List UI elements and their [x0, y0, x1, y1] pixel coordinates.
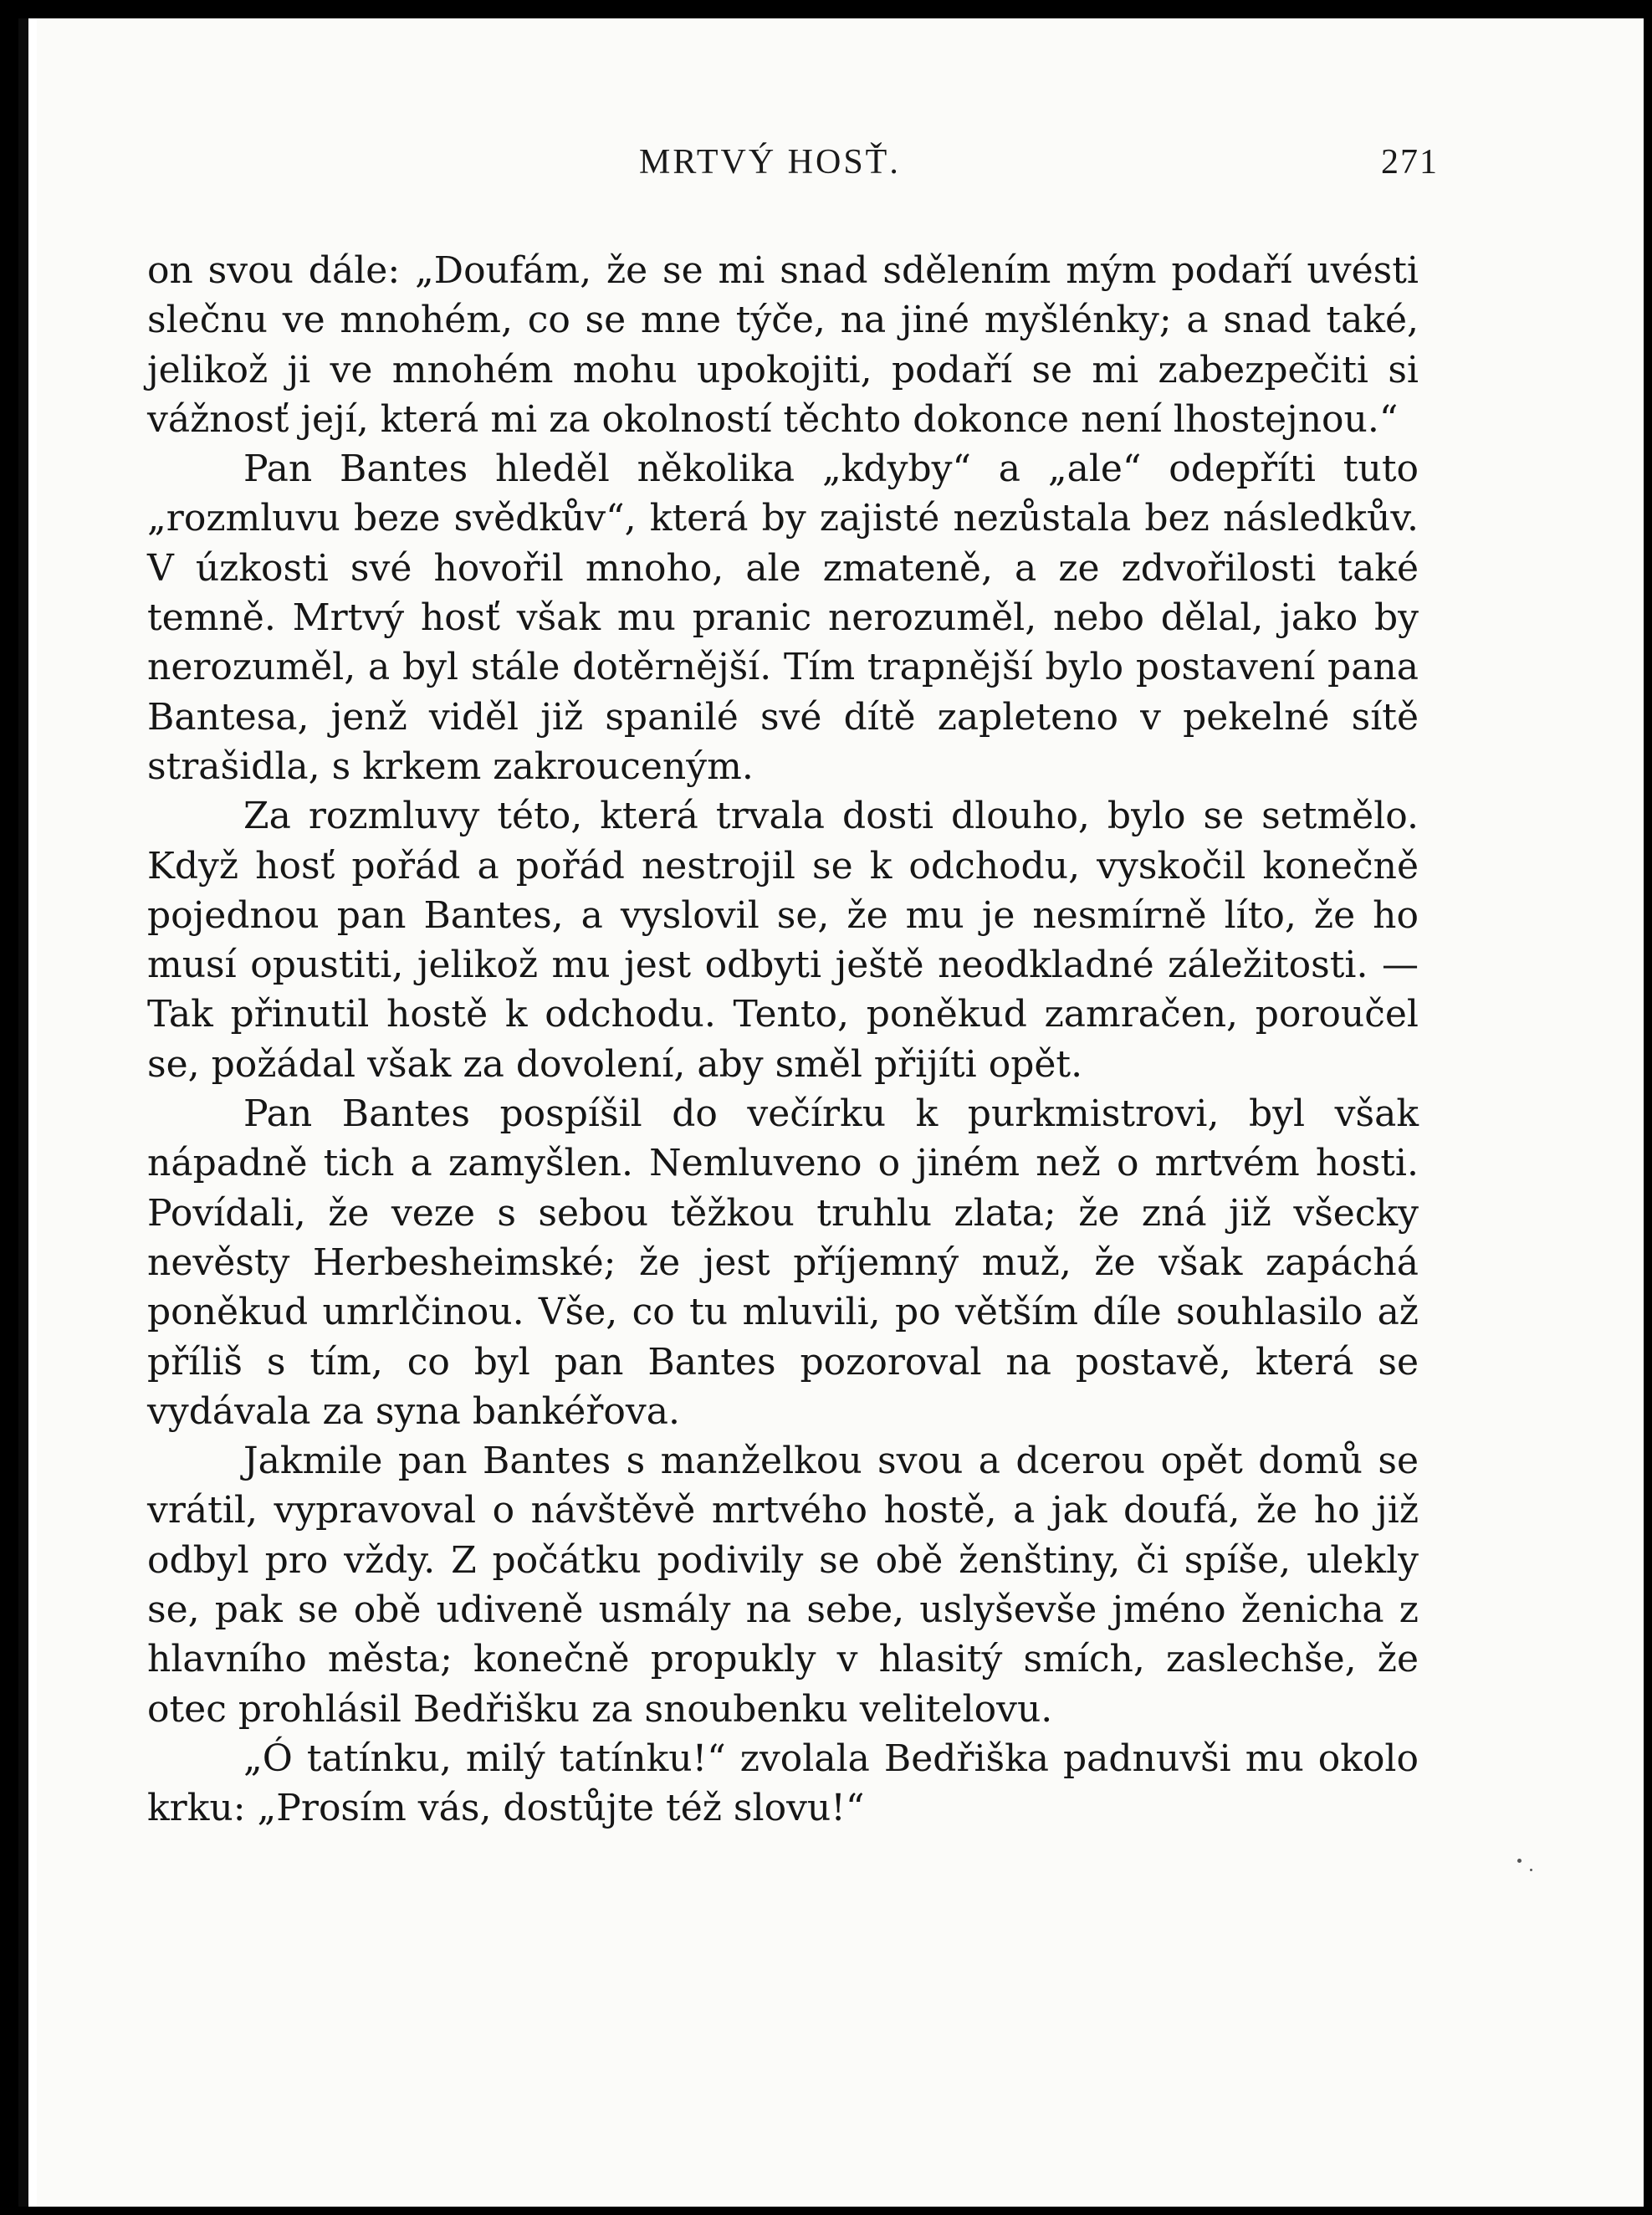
- scan-border-bottom: [0, 2207, 1652, 2215]
- paragraph: „Ó tatínku, milý tatínku!“ zvolala Bedřiška padnuvši mu okolo krku: „Prosím vás, dostůjte též slovu!“: [147, 1737, 1419, 1830]
- paragraph-continued: on svou dále: „Doufám, že se mi snad sdělením mým podaří uvésti slečnu ve mnohém, co se mne týče, na jiné myšlénky; a snad také, jelikož ji ve mnohém mohu upokojiti, podaří se mi zabezpečiti si vážnosť její, která mi za okolností těchto dokonce není lhostejnou.“: [147, 249, 1419, 441]
- scan-border-left: [0, 0, 18, 2215]
- scan-border-top: [0, 0, 1652, 18]
- page-number: 271: [1381, 143, 1439, 182]
- paragraph: Jakmile pan Bantes s manželkou svou a dcerou opět domů se vrátil, vypravoval o návštěvě mrtvého hostě, a jak doufá, že ho již odbyl pro vždy. Z počátku podivily se obě ženštiny, či spíše, ulekly se, pak se obě udiveně usmály na sebe, uslyševše jméno ženicha z hlavního města; konečně propukly v hlasitý smích, zaslechše, že otec prohlásil Bedřišku za snoubenku velitelovu.: [147, 1440, 1419, 1731]
- paragraph: Pan Bantes pospíšil do večírku k purkmistrovi, byl však nápadně tich a zamyšlen. Nemluveno o jiném než o mrtvém hosti. Povídali, že veze s sebou těžkou truhlu zlata; že zná již všecky nevěsty Herbesheimské; že jest příjemný muž, že však zapáchá poněkud umrlčinou. Vše, co tu mluvili, po větším díle souhlasilo až příliš s tím, co byl pan Bantes pozoroval na postavě, která se vydávala za syna bankéřova.: [147, 1092, 1419, 1433]
- page-header: [37, 142, 1644, 201]
- book-page: [37, 18, 1644, 2207]
- body-text: [147, 246, 1419, 1834]
- scan-speck: [1517, 1859, 1522, 1863]
- scan-speck: [1530, 1869, 1532, 1871]
- paragraph: Pan Bantes hleděl několika „kdyby“ a „ale“ odepříti tuto „rozmluvu beze svědkův“, která by zajisté nezůstala bez následkův. V úzkosti své hovořil mnoho, ale zmateně, a ze zdvořilosti také temně. Mrtvý hosť však mu pranic nerozuměl, nebo dělal, jako by nerozuměl, a byl stále dotěrnější. Tím trapnější bylo postavení pana Bantesa, jenž viděl již spanilé své dítě zapleteno v pekelné sítě strašidla, s krkem zakrouceným.: [147, 448, 1419, 788]
- paragraph: Za rozmluvy této, která trvala dosti dlouho, bylo se setmělo. Když hosť pořád a pořád nestrojil se k odchodu, vyskočil konečně pojednou pan Bantes, a vyslovil se, že mu je nesmírně líto, že ho musí opustiti, jelikož mu jest odbyti ještě neodkladné záležitosti. — Tak přinutil hostě k odchodu. Tento, poněkud zamračen, poroučel se, požádal však za dovolení, aby směl přijíti opět.: [147, 795, 1419, 1086]
- scan-border-right: [1644, 0, 1652, 2215]
- running-title: MRTVÝ HOSŤ.: [639, 143, 901, 182]
- scan-border-left-shadow: [18, 18, 28, 2215]
